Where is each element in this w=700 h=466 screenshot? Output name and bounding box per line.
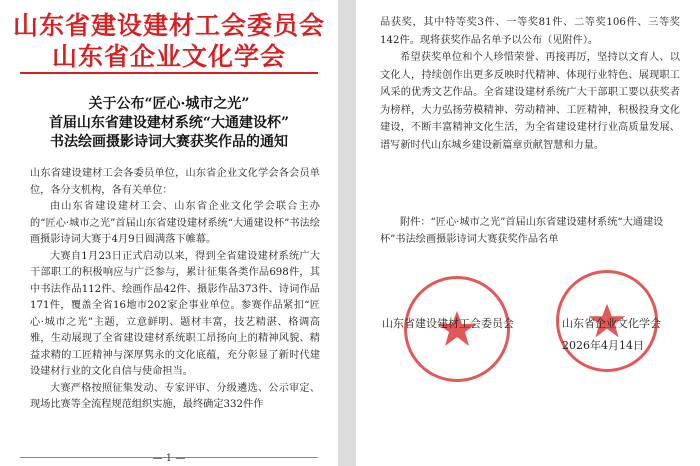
attachment-note [380,214,680,248]
notice-title-line-3: 书法绘画摄影诗词大赛获奖作品的通知 [50,134,288,150]
signature-union: 山东省建设建材工会委员会 [382,317,514,330]
attachment-text: 附件：“匠心·城市之光”首届山东省建设建材系统“大通建设杯”书法绘画摄影诗词大赛获奖作品名单 [380,217,664,245]
notice-title-line-1: 关于公布“匠心·城市之光” [88,96,250,112]
salutation: 山东省建设建材工会各委员单位，山东省企业文化学会各会员单位，各分支机构，各有关单位： [30,168,320,196]
paragraph-3: 大赛严格按照征集发动、专家评审、分级遴选、公示审定、现场比赛等全流程规范组织实施，最终确定332件作 [30,382,320,410]
red-divider [20,72,318,74]
document-page-1 [0,0,338,466]
document-page-2 [356,0,700,466]
paragraph-4: 希望获奖单位和个人珍惜荣誉、再接再厉，坚持以文育人、以文化人，持续创作出更多反映时代精神、体现行业特色、展现职工风采的优秀文艺作品。全省建设建材系统广大干部职工要以获奖者为榜样，大力弘扬劳模精神、劳动精神、工匠精神，积极投身文化建设，不断丰富精神文化生活，为全省建设建材行业高质量发展、谱写新时代山东城乡建设新篇章贡献智慧和力量。 [380,52,680,151]
issuer-name-2: 山东省企业文化学会 [51,42,286,71]
issue-date: 2026年4月14日 [562,339,644,352]
issuer-name-1: 山东省建设建材工会委员会 [12,11,325,40]
notice-body-continued [380,14,680,154]
signature-society: 山东省企业文化学会 [562,317,661,330]
page-gap [338,0,356,466]
paragraph-3-continued: 品获奖，其中特等奖3件、一等奖81件、二等奖106件、三等奖142件。现将获奖作品名单予以公布（见附件）。 [380,17,680,46]
notice-body [30,166,320,414]
notice-title-line-2: 首届山东省建设建材系统“大通建设杯” [48,115,290,131]
page-number: — 1 — [152,453,186,464]
paragraph-1: 由山东省建设建材工会、山东省企业文化学会联合主办的“匠心·城市之光”首届山东省建设建材系统“大通建设杯”书法绘画摄影诗词大赛于4月9日圆满落下帷幕。 [30,201,320,245]
paragraph-2: 大赛自1月23日正式启动以来，得到全省建设建材系统广大干部职工的积极响应与广泛参与，累计征集各类作品698件，其中书法作品112件、绘画作品42件、摄影作品373件、诗词作品171件，覆盖全省16地市202家企事业单位。参赛作品紧扣“匠心·城市之光”主题，立意鲜明、题材丰富，技艺精湛、格调高雅，生动展现了全省建设建材系统职工昂扬向上的精神风貌、精益求精的工匠精神与深厚隽永的文化底蕴，充分彰显了新时代建设建材行业的文化自信与使命担当。 [30,250,320,377]
